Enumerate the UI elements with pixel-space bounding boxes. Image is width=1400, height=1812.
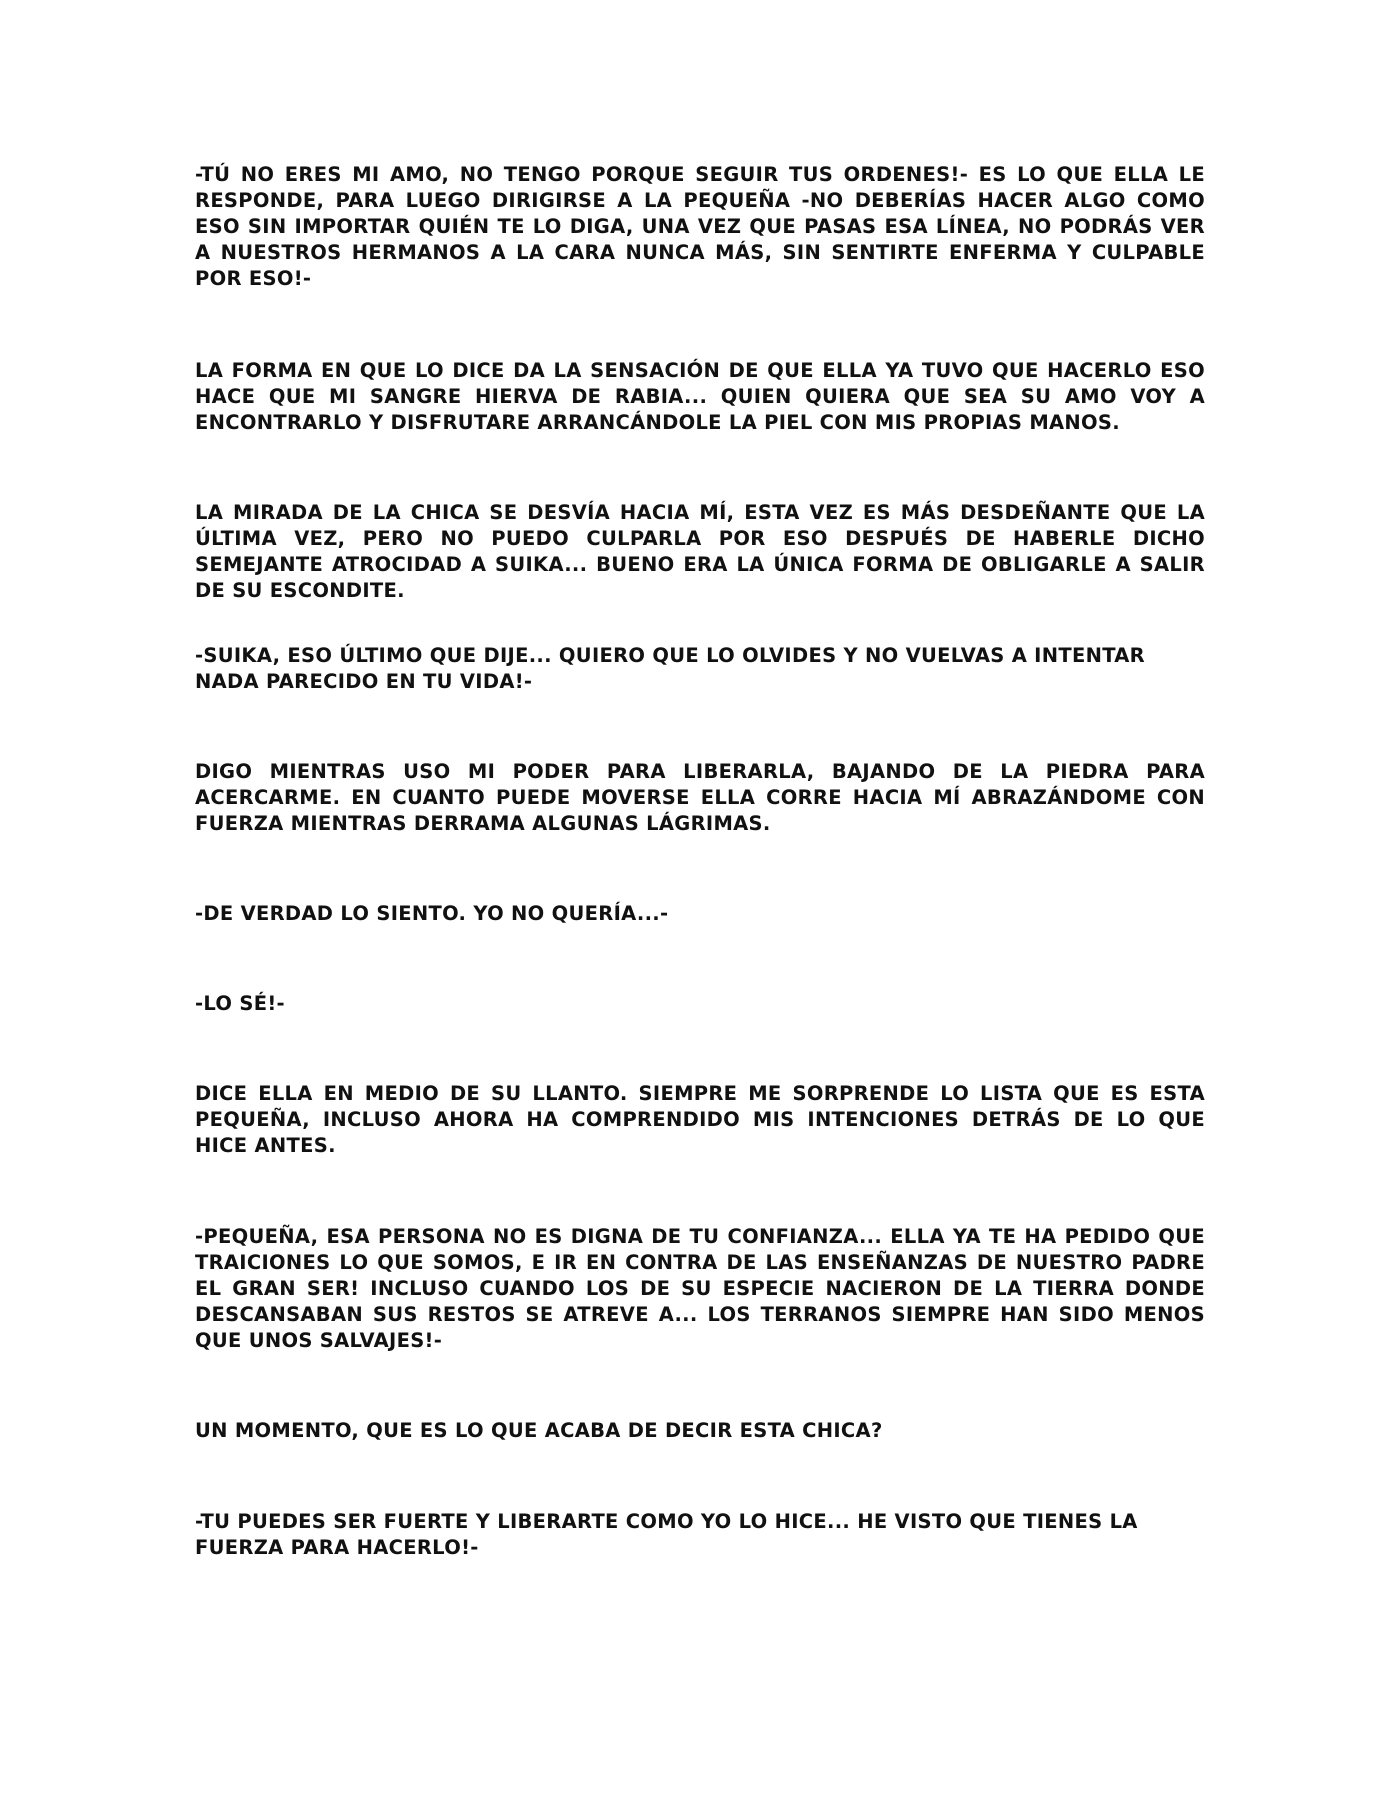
- paragraph-6: -DE VERDAD LO SIENTO. YO NO QUERÍA...-: [195, 902, 669, 925]
- paragraph-3: LA MIRADA DE LA CHICA SE DESVÍA HACIA MÍ, ESTA VEZ ES MÁS DESDEÑANTE QUE LA ÚLTIMA VEZ, PERO NO PUEDO CULPARLA POR ESO DESPUÉS DE HABERLE DICHO SEMEJANTE ATROCIDAD A SUIKA... BUENO ERA LA ÚNICA FORMA DE OBLIGARLE A SALIR DE SU ESCONDITE.: [195, 501, 1205, 602]
- paragraph-8: DICE ELLA EN MEDIO DE SU LLANTO. SIEMPRE ME SORPRENDE LO LISTA QUE ES ESTA PEQUEÑA, INCLUSO AHORA HA COMPRENDIDO MIS INTENCIONES DETRÁS DE LO QUE HICE ANTES.: [195, 1082, 1205, 1157]
- paragraph-5: DIGO MIENTRAS USO MI PODER PARA LIBERARLA, BAJANDO DE LA PIEDRA PARA ACERCARME. EN CUANTO PUEDE MOVERSE ELLA CORRE HACIA MÍ ABRAZÁNDOME CON FUERZA MIENTRAS DERRAMA ALGUNAS LÁGRIMAS.: [195, 760, 1205, 835]
- paragraph-2: LA FORMA EN QUE LO DICE DA LA SENSACIÓN DE QUE ELLA YA TUVO QUE HACERLO ESO HACE QUE MI SANGRE HIERVA DE RABIA... QUIEN QUIERA QUE SEA SU AMO VOY A ENCONTRARLO Y DISFRUTARE ARRANCÁNDOLE LA PIEL CON MIS PROPIAS MANOS.: [195, 359, 1205, 434]
- paragraph-7: -LO SÉ!-: [195, 992, 285, 1015]
- paragraph-1: -TÚ NO ERES MI AMO, NO TENGO PORQUE SEGUIR TUS ORDENES!- ES LO QUE ELLA LE RESPONDE, PARA LUEGO DIRIGIRSE A LA PEQUEÑA -NO DEBERÍAS HACER ALGO COMO ESO SIN IMPORTAR QUIÉN TE LO DIGA, UNA VEZ QUE PASAS ESA LÍNEA, NO PODRÁS VER A NUESTROS HERMANOS A LA CARA NUNCA MÁS, SIN SENTIRTE ENFERMA Y CULPABLE POR ESO!-: [195, 163, 1205, 290]
- paragraph-9: -PEQUEÑA, ESA PERSONA NO ES DIGNA DE TU CONFIANZA... ELLA YA TE HA PEDIDO QUE TRAICIONES LO QUE SOMOS, E IR EN CONTRA DE LAS ENSEÑANZAS DE NUESTRO PADRE EL GRAN SER! INCLUSO CUANDO LOS DE SU ESPECIE NACIERON DE LA TIERRA DONDE DESCANSABAN SUS RESTOS SE ATREVE A... LOS TERRANOS SIEMPRE HAN SIDO MENOS QUE UNOS SALVAJES!-: [195, 1225, 1205, 1352]
- paragraph-4: -SUIKA, ESO ÚLTIMO QUE DIJE... QUIERO QUE LO OLVIDES Y NO VUELVAS A INTENTAR NADA PARECIDO EN TU VIDA!-: [195, 644, 1145, 693]
- paragraph-11: -TU PUEDES SER FUERTE Y LIBERARTE COMO YO LO HICE... HE VISTO QUE TIENES LA FUERZA PARA HACERLO!-: [195, 1510, 1138, 1559]
- paragraph-10: UN MOMENTO, QUE ES LO QUE ACABA DE DECIR ESTA CHICA?: [195, 1419, 883, 1442]
